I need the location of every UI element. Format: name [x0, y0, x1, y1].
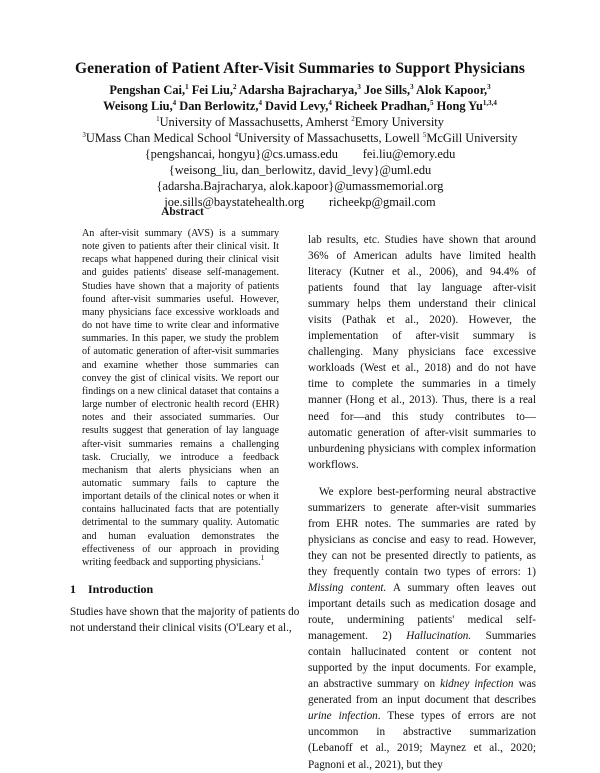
body-paragraph: We explore best-performing neural abstractive summarizers to generate after-visit summaries from EHR notes. The summaries are rated by physicians as concise and easy to read. However, they can not be presented directly to patients, as they frequently contain two types of errors: 1) Missing content. A summary often leaves out important details such as medication dosage and route, undermining patients' medical self-management. 2) Hallucination. Summaries contain hallucinated content or content not supported by the input documents. For example, an abstractive summary on kidney infection was generated from an input document that describes urine infection. These types of errors are not uncommon in abstractive summarization (Lebanoff et al., 2019; Maynez et al., 2020; Pagnoni et al., 2021), but they: [308, 485, 536, 771]
author: Weisong Liu,$^4$: [103, 99, 177, 113]
right-column: [308, 232, 536, 771]
left-column: [70, 206, 300, 639]
author: Pengshan Cai,$^1$: [109, 83, 189, 97]
author: Richeek Pradhan,$^5$: [335, 99, 434, 113]
author: Hong Yu$^{1,3,4}$: [436, 99, 497, 113]
author-block: [0, 82, 600, 210]
abstract-heading: Abstract: [161, 206, 204, 218]
author: Alok Kapoor,$^3$: [416, 83, 491, 97]
email-line: {weisong_liu, dan_berlowitz, david_levy}@uml.edu: [168, 163, 432, 177]
footnote-mark: 1: [260, 553, 265, 562]
author: Dan Berlowitz,$^4$: [179, 99, 262, 113]
abstract-body: An after-visit summary (AVS) is a summary note given to patients after their clinical visit. It recaps what happened during their clinical visit and guides patients' disease self-management. Studies have shown that a majority of patients found after-visit summaries useful. However, many physicians face excessive workloads and do not have time to write clear and informative summaries. In this paper, we study the problem of automatic generation of after-visit summaries and examine whether those summaries can convey the gist of clinical visits. We report our findings on a new clinical dataset that contains a large number of electronic health record (EHR) notes and their associated summaries. Our results suggest that generation of lay language after-visit summaries remains a challenging task. Crucially, we introduce a feedback mechanism that alerts physicians when an automatic summary fails to capture the important details of the clinical notes or when it contains hallucinated facts that are potentially detrimental to the summary quality. Automatic and human evaluation demonstrates the effectiveness of our approach in providing writing feedback and supporting physicians.$^1$: [82, 228, 279, 568]
email-line: {pengshancai, hongyu}@cs.umass.edu fei.liu@emory.edu: [144, 147, 456, 161]
section-heading: 1 Introduction: [70, 582, 154, 597]
author-line-1: [0, 82, 600, 98]
author: David Levy,$^4$: [265, 99, 332, 113]
email-line: joe.sills@baystatehealth.org richeekp@gmail.com: [164, 195, 436, 209]
author: Fei Liu,$^2$: [191, 83, 237, 97]
affiliation-line-1: $^1$University of Massachusetts, Amherst $^2$Emory University: [156, 115, 444, 129]
email-line: {adarsha.Bajracharya, alok.kapoor}@umassmemorial.org: [156, 179, 444, 193]
intro-paragraph: Studies have shown that the majority of patients do not understand their clinical visits (O'Leary et al.,: [70, 606, 300, 635]
author: Adarsha Bajracharya,$^3$: [238, 83, 361, 97]
paper-title: Generation of Patient After-Visit Summaries to Support Physicians: [74, 60, 526, 77]
body-paragraph: lab results, etc. Studies have shown that around 36% of American adults have limited health literacy (Kutner et al., 2006), and 94.4% of patients found that lay language after-visit summary helps them understand their clinical visits (Pathak et al., 2020). However, the implementation of after-visit summary is challenging. Many physicians face excessive workloads (West et al., 2018) and do not have time to complete the summaries in a timely manner (Hong et al., 2013). Thus, there is a real need for—and this study contributes to—automatic generation of after-visit summaries to unburdening physicians with complex information workflows.: [308, 234, 536, 471]
author-line-2: [0, 98, 600, 114]
author: Joe Sills,$^3$: [363, 83, 414, 97]
affiliation-line-2: $^3$UMass Chan Medical School $^4$University of Massachusetts, Lowell $^5$McGill University: [82, 131, 518, 145]
